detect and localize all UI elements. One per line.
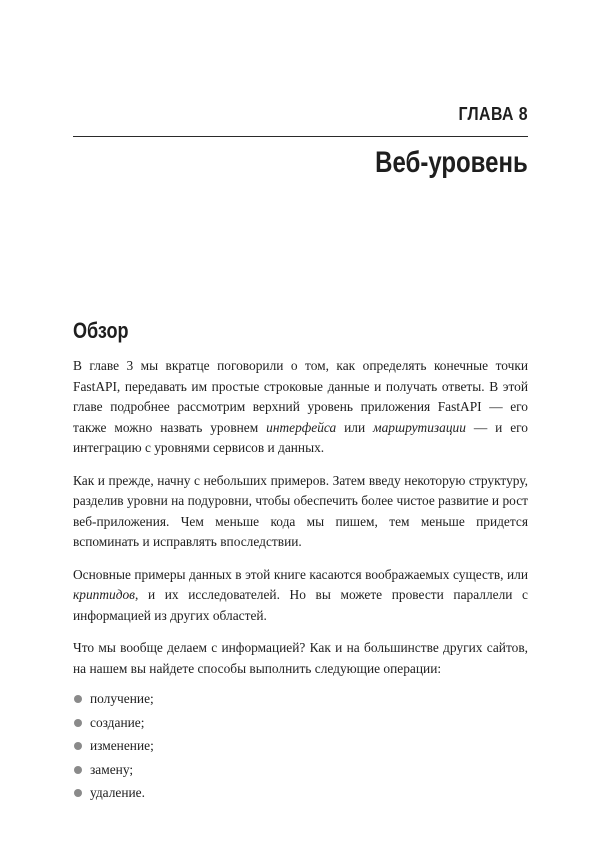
paragraph-examples-part-1: Основные примеры данных в этой книге касаются воображаемых существ, или [73,566,528,582]
paragraph-structure: Как и прежде, начну с небольших примеров. Затем введу некоторую структуру, разделив уровни на подуровни, чтобы обеспечить более чистое развитие и рост веб-приложения. Чем меньше кода мы пишем, тем меньше придется вспоминать и исправлять впоследствии. [73,472,528,549]
paragraph-intro [73,356,528,459]
paragraph-intro-part-1: В главе 3 мы вкратце поговорили о том, как определять конечные точки FastAPI, передавать им простые строковые данные и получать ответы. В этой главе подробнее рассмотрим верхний уровень приложения FastAPI — его также можно назвать уровнем [73,358,528,435]
paragraph-operations-intro: Что мы вообще делаем с информацией? Как и на большинстве других сайтов, на нашем вы найдете способы выполнить следующие операции: [73,640,528,676]
paragraph-intro-part-3: — и его интеграцию с уровнями сервисов и данных. [73,419,528,455]
list-item-text: создание; [90,714,145,730]
list-item-text: получение; [90,691,154,706]
list-item-text: удаление. [90,785,145,800]
paragraph-examples [73,565,528,627]
bullet-icon [74,742,82,750]
chapter-label: ГЛАВА 8 [458,104,528,124]
bullet-icon [74,766,82,774]
term-cryptids: криптидов [73,587,135,602]
list-item [73,783,528,807]
list-item [73,689,528,713]
chapter-title: Веб-уровень [375,146,528,179]
section-heading: Обзор [73,318,129,343]
list-item-text: замену; [90,761,134,777]
bullet-icon [74,695,82,703]
operations-list [73,689,528,807]
term-routing: маршрутизации [373,419,466,435]
chapter-divider [73,136,528,137]
list-item [73,736,528,760]
term-interface: интерфейса [266,419,337,435]
bullet-icon [74,789,82,797]
list-item-text: изменение; [90,738,154,753]
bullet-icon [74,719,82,727]
paragraph-examples-part-2: , и их исследователей. Но вы можете провести параллели с информацией из других областей. [73,587,528,623]
list-item [73,760,528,784]
body-text [73,356,528,807]
list-item [73,713,528,737]
paragraph-intro-part-2: или [336,419,374,435]
